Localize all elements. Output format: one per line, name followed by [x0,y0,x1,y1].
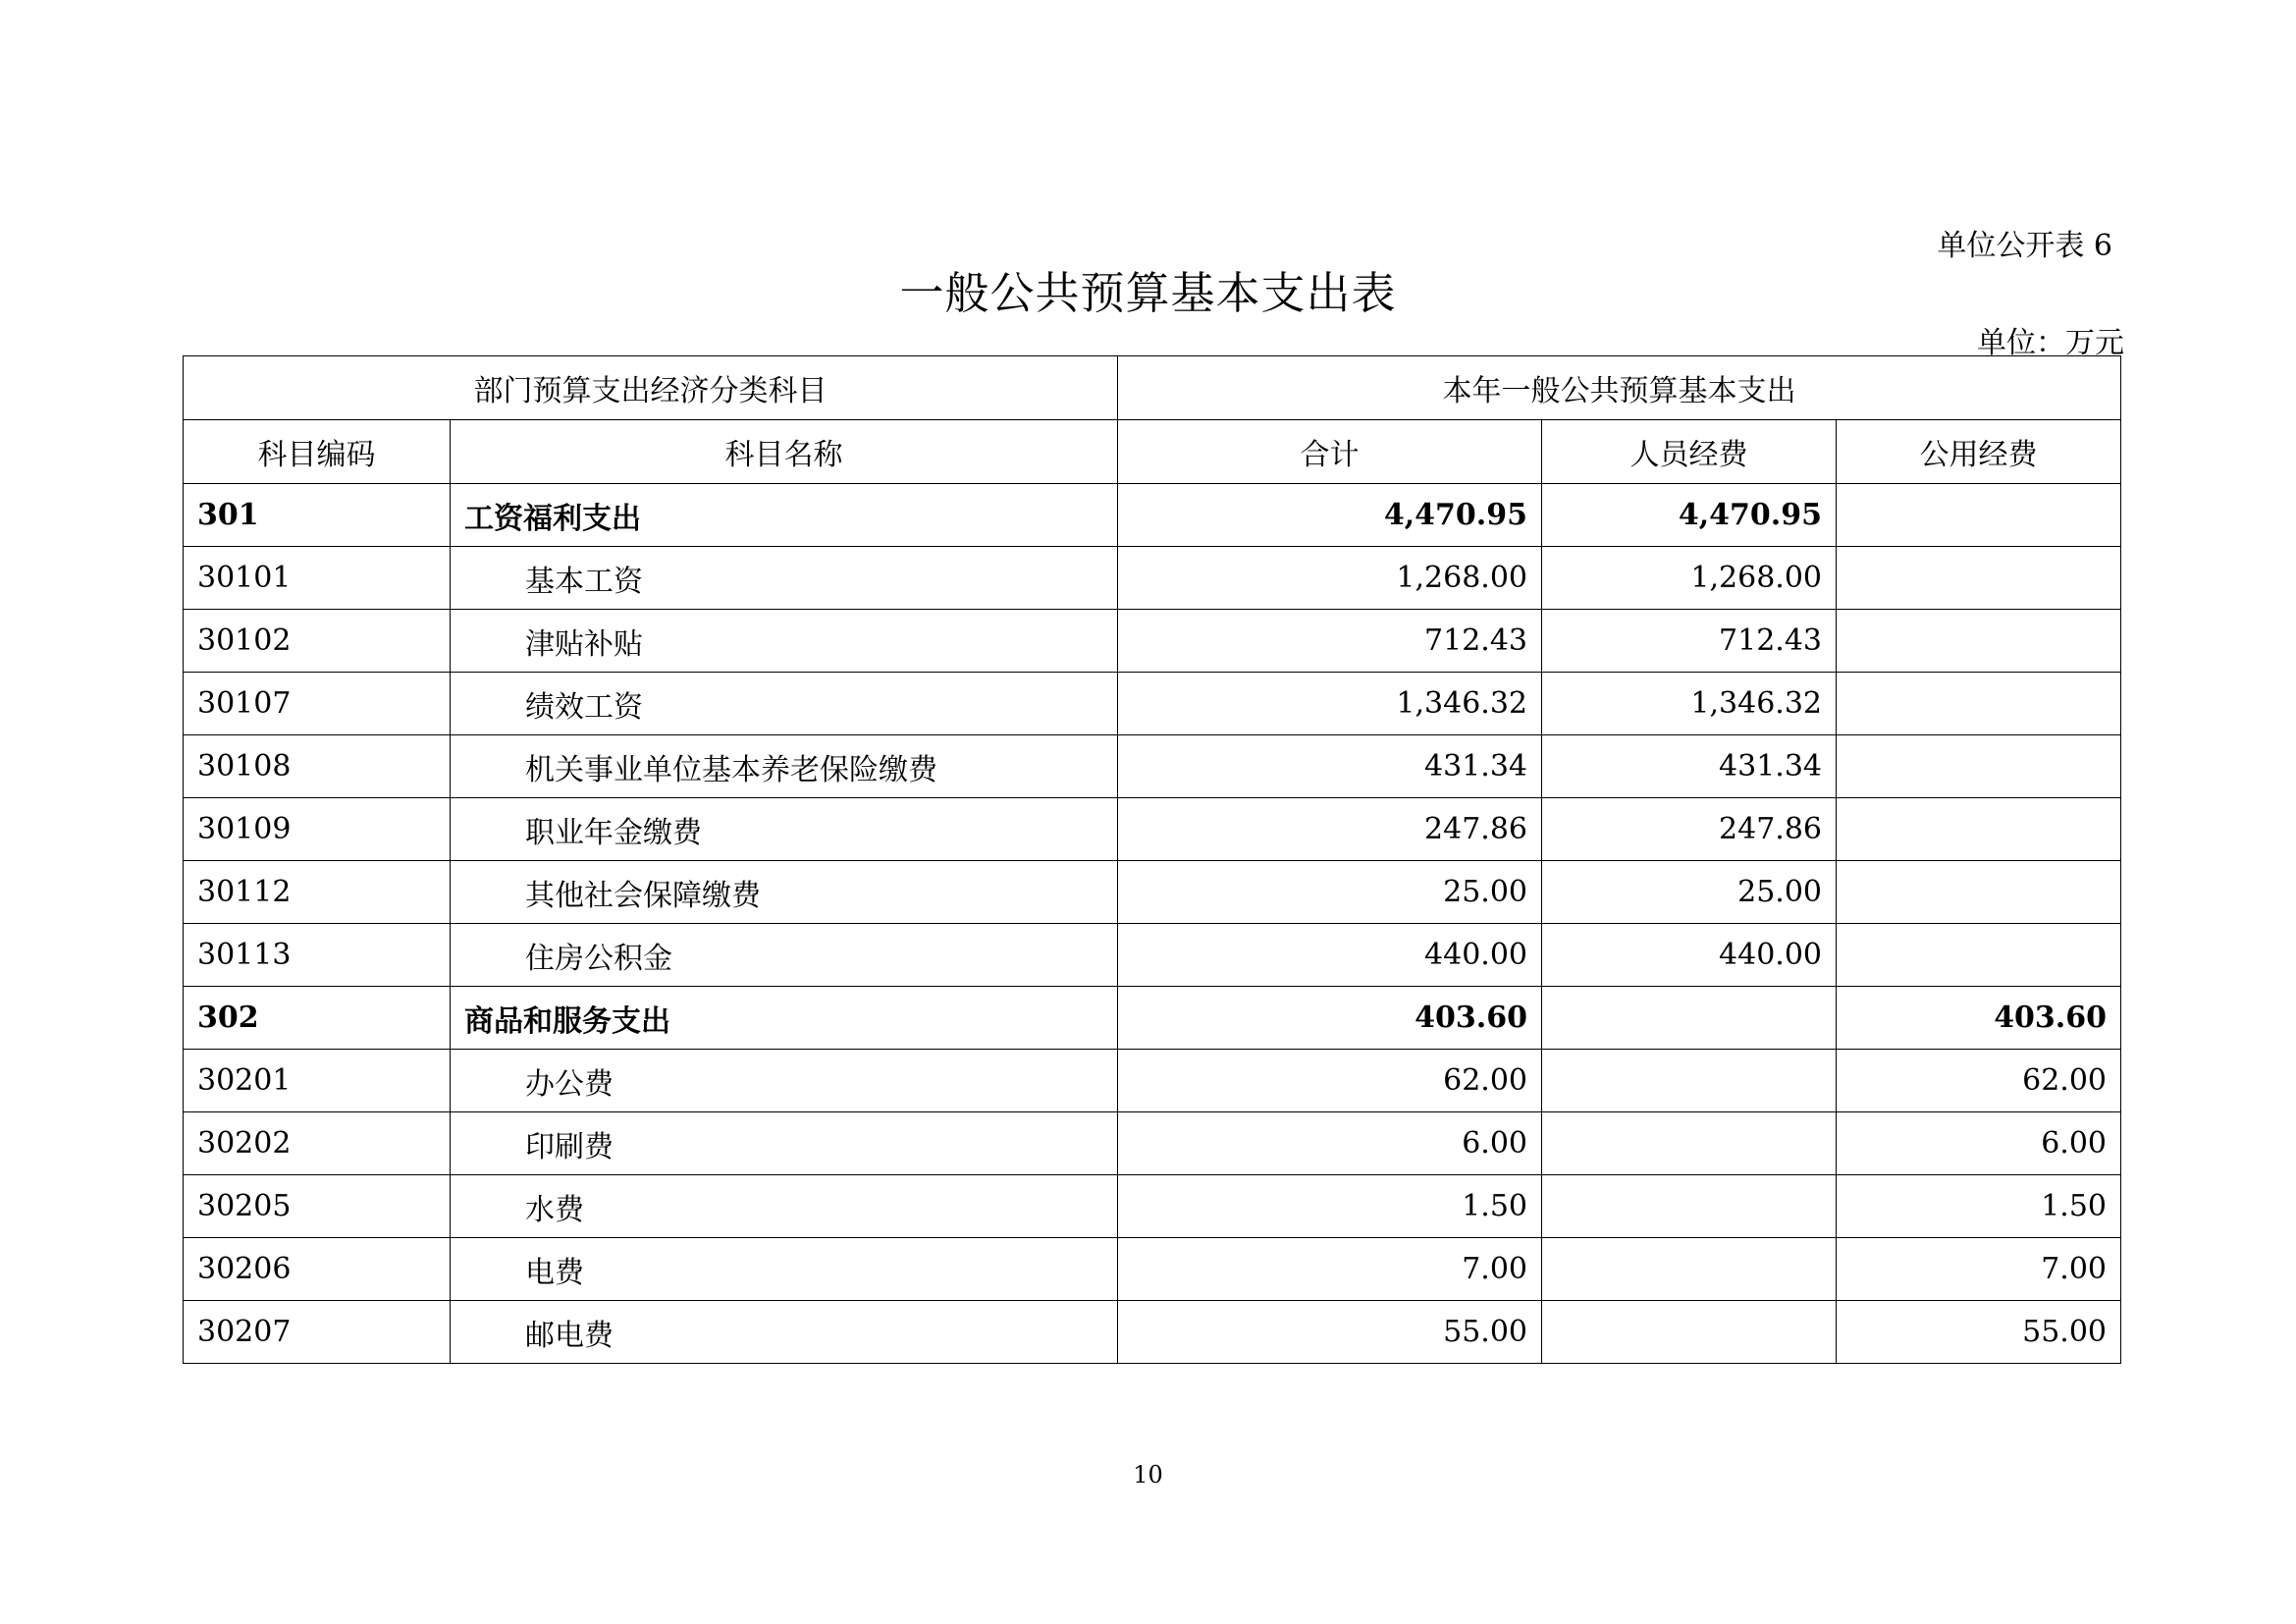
cell-total: 712.43 [1118,610,1542,673]
table-row [184,1301,2121,1364]
cell-total: 25.00 [1118,861,1542,924]
column-header-personnel: 人员经费 [1542,420,1837,484]
classification-group-header: 部门预算支出经济分类科目 [184,356,1118,420]
table-body [184,484,2121,1364]
cell-code: 30202 [184,1112,451,1175]
cell-public [1837,673,2121,735]
cell-personnel [1542,987,1837,1050]
table-group-header-row [184,356,2121,420]
cell-code: 30112 [184,861,451,924]
cell-code: 30205 [184,1175,451,1238]
cell-name: 津贴补贴 [451,610,1118,673]
column-header-total: 合计 [1118,420,1542,484]
cell-code: 30206 [184,1238,451,1301]
cell-name: 机关事业单位基本养老保险缴费 [451,735,1118,798]
cell-personnel: 440.00 [1542,924,1837,987]
column-header-name: 科目名称 [451,420,1118,484]
table-row [184,1050,2121,1112]
cell-name: 绩效工资 [451,673,1118,735]
cell-name: 电费 [451,1238,1118,1301]
cell-total: 6.00 [1118,1112,1542,1175]
cell-personnel: 25.00 [1542,861,1837,924]
table-row [184,1238,2121,1301]
expenditure-group-header: 本年一般公共预算基本支出 [1118,356,2121,420]
cell-total: 403.60 [1118,987,1542,1050]
cell-personnel: 4,470.95 [1542,484,1837,547]
cell-name: 工资福利支出 [451,484,1118,547]
cell-personnel [1542,1175,1837,1238]
column-header-code: 科目编码 [184,420,451,484]
cell-name: 商品和服务支出 [451,987,1118,1050]
cell-code: 30113 [184,924,451,987]
cell-code: 30107 [184,673,451,735]
cell-public: 55.00 [1837,1301,2121,1364]
cell-total: 440.00 [1118,924,1542,987]
cell-personnel [1542,1238,1837,1301]
table-row [184,735,2121,798]
cell-code: 30101 [184,547,451,610]
cell-public: 6.00 [1837,1112,2121,1175]
table-row [184,547,2121,610]
cell-total: 247.86 [1118,798,1542,861]
table-row [184,861,2121,924]
cell-code: 302 [184,987,451,1050]
cell-personnel: 247.86 [1542,798,1837,861]
budget-table [183,355,2121,1364]
column-header-public: 公用经费 [1837,420,2121,484]
cell-personnel: 1,268.00 [1542,547,1837,610]
cell-name: 基本工资 [451,547,1118,610]
cell-name: 职业年金缴费 [451,798,1118,861]
cell-public: 403.60 [1837,987,2121,1050]
cell-code: 30108 [184,735,451,798]
cell-total: 62.00 [1118,1050,1542,1112]
unit-label: 单位：万元 [1977,326,2124,360]
cell-public [1837,861,2121,924]
table-column-header-row [184,420,2121,484]
cell-public: 62.00 [1837,1050,2121,1112]
table-row [184,1175,2121,1238]
cell-name: 办公费 [451,1050,1118,1112]
cell-code: 301 [184,484,451,547]
page-number: 10 [1133,1461,1163,1489]
cell-public [1837,798,2121,861]
document-title: 一般公共预算基本支出表 [899,267,1397,319]
cell-name: 印刷费 [451,1112,1118,1175]
table-row [184,673,2121,735]
cell-name: 邮电费 [451,1301,1118,1364]
cell-code: 30102 [184,610,451,673]
cell-public: 1.50 [1837,1175,2121,1238]
cell-total: 55.00 [1118,1301,1542,1364]
table-row-category [184,987,2121,1050]
cell-total: 1,268.00 [1118,547,1542,610]
cell-personnel: 712.43 [1542,610,1837,673]
cell-code: 30201 [184,1050,451,1112]
cell-public: 7.00 [1837,1238,2121,1301]
table-row [184,798,2121,861]
cell-public [1837,484,2121,547]
cell-total: 1,346.32 [1118,673,1542,735]
cell-personnel [1542,1050,1837,1112]
cell-public [1837,610,2121,673]
cell-total: 4,470.95 [1118,484,1542,547]
form-number: 单位公开表 6 [1937,229,2112,263]
cell-code: 30207 [184,1301,451,1364]
cell-name: 其他社会保障缴费 [451,861,1118,924]
cell-public [1837,735,2121,798]
cell-public [1837,924,2121,987]
cell-total: 1.50 [1118,1175,1542,1238]
table-row-category [184,484,2121,547]
cell-personnel: 431.34 [1542,735,1837,798]
cell-total: 431.34 [1118,735,1542,798]
cell-code: 30109 [184,798,451,861]
cell-total: 7.00 [1118,1238,1542,1301]
table-row [184,924,2121,987]
cell-personnel: 1,346.32 [1542,673,1837,735]
table-row [184,1112,2121,1175]
cell-name: 住房公积金 [451,924,1118,987]
table-row [184,610,2121,673]
cell-name: 水费 [451,1175,1118,1238]
cell-personnel [1542,1112,1837,1175]
cell-public [1837,547,2121,610]
cell-personnel [1542,1301,1837,1364]
